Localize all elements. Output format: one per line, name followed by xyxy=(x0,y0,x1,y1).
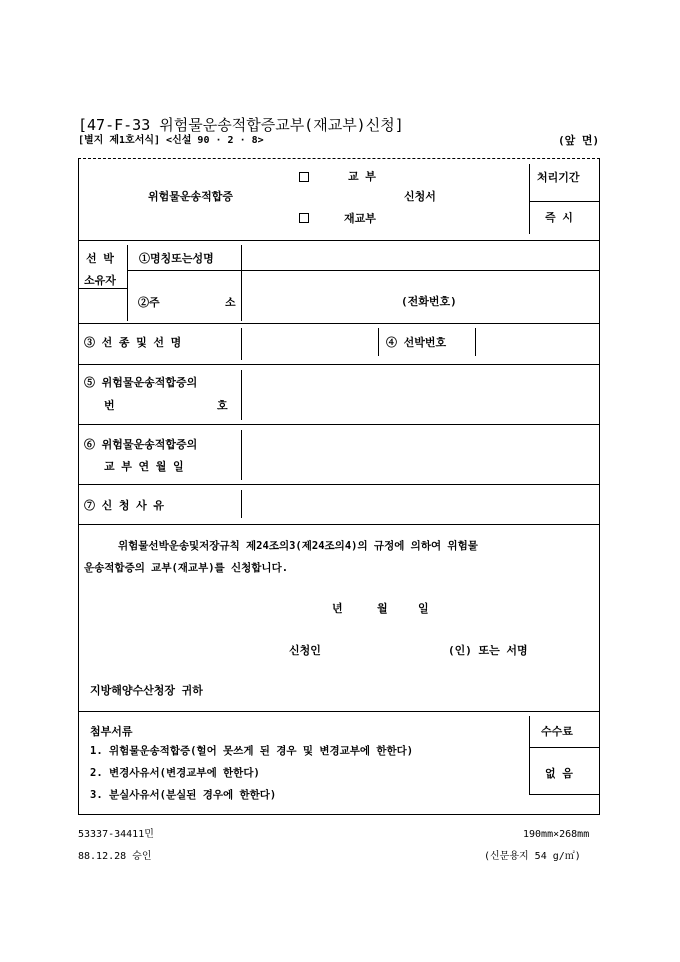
fee-divider xyxy=(529,716,530,794)
attachment-item: 2. 변경사유서(변경교부에 한한다) xyxy=(90,767,260,779)
section-line xyxy=(78,364,600,365)
date-day: 일 xyxy=(418,602,429,615)
label-value-divider xyxy=(241,430,242,480)
cert-number-label-2b: 호 xyxy=(217,399,228,412)
ship-type-label: ③ 선 종 및 선 명 xyxy=(84,336,182,349)
option-reissue: 재교부 xyxy=(344,212,376,225)
label-value-divider xyxy=(241,245,242,321)
fee-value: 없 음 xyxy=(545,767,573,780)
reissue-checkbox[interactable] xyxy=(299,213,309,223)
owner-left-line xyxy=(78,288,128,289)
fee-inner-line xyxy=(529,747,599,748)
phone-label: (전화번호) xyxy=(401,295,457,308)
declaration-line-1: 위험물선박운송및저장규칙 제24조의3(제24조의4)의 규정에 의하여 위험물 xyxy=(118,540,478,552)
section-line xyxy=(78,524,600,525)
reason-label: ⑦ 신 청 사 유 xyxy=(84,499,164,512)
fee-bottom-line xyxy=(529,794,599,795)
address-label-a: ②주 xyxy=(138,296,160,309)
section-line xyxy=(78,711,600,712)
processing-period-value: 즉 시 xyxy=(545,211,573,224)
date-year: 년 xyxy=(332,602,343,615)
application-suffix: 신청서 xyxy=(404,190,436,203)
recipient: 지방해양수산청장 귀하 xyxy=(90,684,203,697)
cert-label: 위험물운송적합증 xyxy=(148,190,234,203)
footer-code: 53337-34411민 xyxy=(78,829,154,840)
section-line xyxy=(78,240,600,241)
ship-number-divider-left xyxy=(378,328,379,356)
footer-approval: 88.12.28 승인 xyxy=(78,851,152,862)
footer-size: 190mm×268mm xyxy=(523,829,590,840)
label-value-divider xyxy=(241,490,242,518)
label-value-divider xyxy=(241,328,242,360)
period-inner-line xyxy=(529,201,599,202)
date-month: 월 xyxy=(377,602,388,615)
applicant-label: 신청인 xyxy=(289,644,321,657)
section-line xyxy=(78,484,600,485)
seal-label: (인) 또는 서명 xyxy=(448,644,528,657)
owner-group-label-1: 선 박 xyxy=(86,252,114,265)
bottom-border xyxy=(78,814,600,815)
owner-inner-line xyxy=(127,270,599,271)
form-title: [47-F-33 위험물운송적합증교부(재교부)신청] xyxy=(78,116,404,134)
attachments-title: 첨부서류 xyxy=(90,725,133,738)
form-reference: [별지 제1호서식] <신설 90 · 2 · 8> xyxy=(78,135,264,146)
cert-number-label-1: ⑤ 위험물운송적합증의 xyxy=(84,376,198,389)
option-issue: 교 부 xyxy=(348,170,376,183)
address-label-b: 소 xyxy=(225,296,236,309)
fee-label: 수수료 xyxy=(541,725,573,738)
name-label: ①명칭또는성명 xyxy=(139,252,214,265)
label-value-divider xyxy=(241,370,242,420)
processing-period-label: 처리기간 xyxy=(537,171,580,184)
top-border xyxy=(78,158,600,159)
left-border xyxy=(78,158,79,814)
period-divider xyxy=(529,164,530,234)
issue-date-label-2: 교 부 연 월 일 xyxy=(104,460,184,473)
ship-number-divider-right xyxy=(475,328,476,356)
section-line xyxy=(78,323,600,324)
section-line xyxy=(78,424,600,425)
issue-checkbox[interactable] xyxy=(299,172,309,182)
page-side: (앞 면) xyxy=(558,134,600,147)
footer-paper: (신문용지 54 g/㎡) xyxy=(484,851,581,862)
attachment-item: 3. 분실사유서(분실된 경우에 한한다) xyxy=(90,789,277,801)
cert-number-label-2a: 번 xyxy=(104,399,115,412)
declaration-line-2: 운송적합증의 교부(재교부)를 신청합니다. xyxy=(84,562,289,574)
right-border xyxy=(599,158,600,814)
attachment-item: 1. 위험물운송적합증(헐어 못쓰게 된 경우 및 변경교부에 한한다) xyxy=(90,745,414,757)
ship-number-label: ④ 선박번호 xyxy=(386,336,447,349)
issue-date-label-1: ⑥ 위험물운송적합증의 xyxy=(84,438,198,451)
owner-col-divider xyxy=(127,245,128,321)
owner-group-label-2: 소유자 xyxy=(84,274,116,287)
